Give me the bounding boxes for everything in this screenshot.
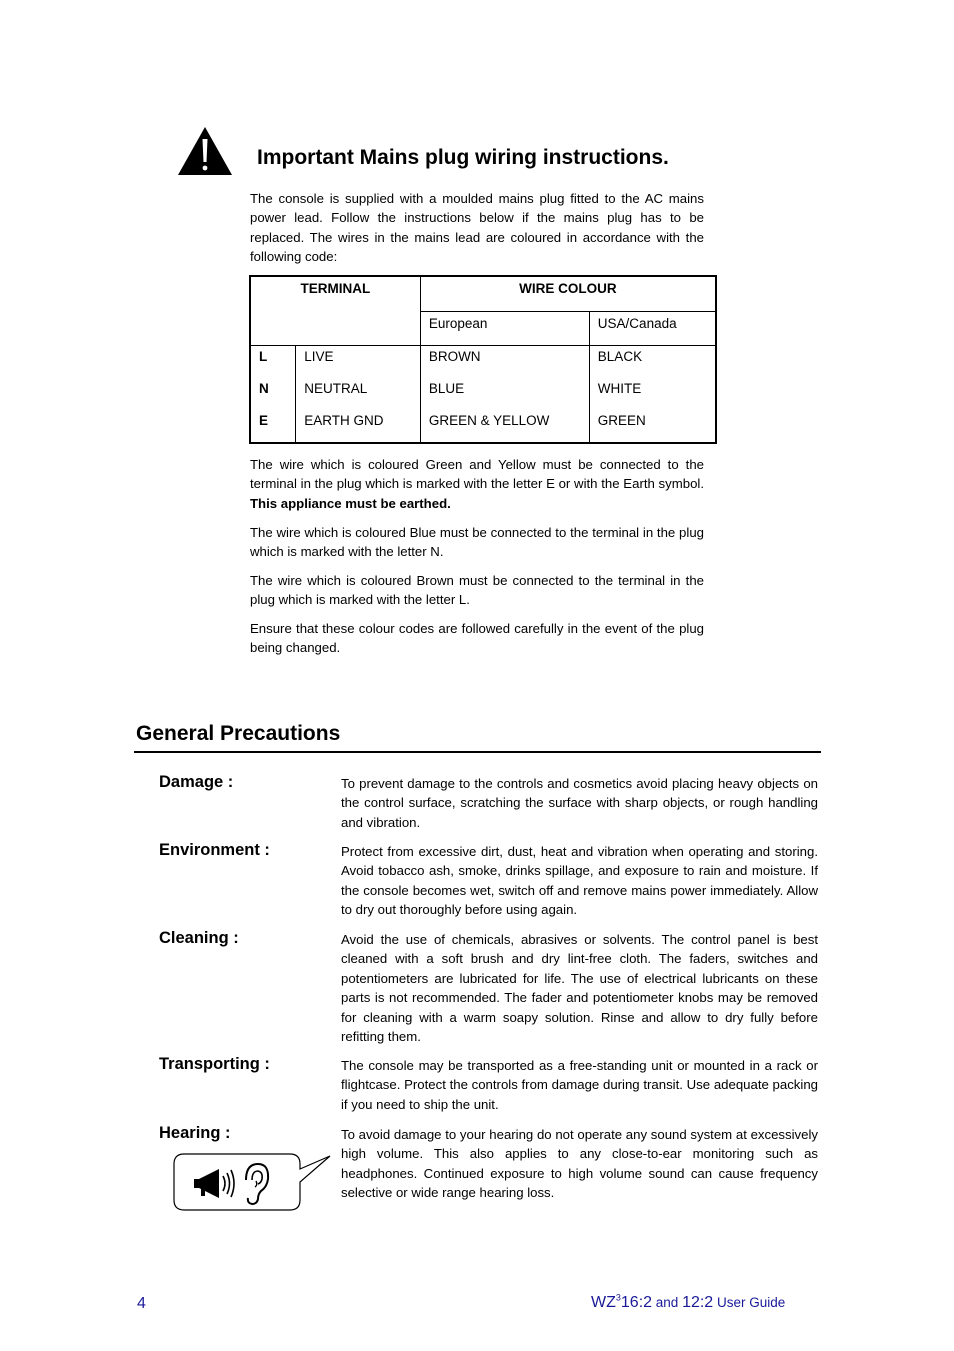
precaution-label-cleaning: Cleaning : (159, 929, 239, 947)
usa-colour: BLACK (589, 346, 716, 379)
usa-colour: WHITE (589, 378, 716, 410)
european-colour: GREEN & YELLOW (420, 410, 589, 443)
terminal-name: NEUTRAL (296, 378, 421, 410)
european-colour: BLUE (420, 378, 589, 410)
table-row (250, 346, 716, 379)
footer-model2: 12:2 (682, 1294, 714, 1311)
precaution-text-hearing: To avoid damage to your hearing do not operate any sound system at excessively high volume. This also applies to any close-to-ear monitoring such as headphones. Continued exposure to high volume sound can cause frequency selective or wide range hearing loss. (341, 1127, 818, 1201)
mains-intro-paragraph: The console is supplied with a moulded mains plug fitted to the AC mains power lead. Follow the instructions below if the mains plug has to be replaced. The wires in the mains lead are coloured in accordance with the following code: (250, 191, 704, 265)
precaution-label-environment: Environment : (159, 841, 270, 859)
earth-wire-text: The wire which is coloured Green and Yellow must be connected to the terminal in the plug which is marked with the letter E or with the Earth symbol. (250, 457, 704, 492)
european-colour: BROWN (420, 346, 589, 379)
precaution-text-damage: To prevent damage to the controls and cosmetics avoid placing heavy objects on the control surface, scratching the surface with sharp objects, or rough handling and vibration. (341, 776, 818, 830)
table-header-terminal: TERMINAL (250, 276, 420, 346)
footer-guide-title (591, 1294, 785, 1312)
precaution-text-transporting: The console may be transported as a free-standing unit or mounted in a rack or flightcase. Protect the controls from damage during transit. Use adequate packing if you need to ship the unit. (341, 1058, 818, 1112)
terminal-name: LIVE (296, 346, 421, 379)
brown-wire-paragraph: The wire which is coloured Brown must be connected to the terminal in the plug which is marked with the letter L. (250, 573, 704, 608)
hearing-speech-bubble (170, 1152, 332, 1212)
precaution-label-damage: Damage : (159, 773, 234, 791)
precaution-label-transporting: Transporting : (159, 1055, 270, 1073)
terminal-letter: E (250, 410, 296, 443)
mains-section-title: Important Mains plug wiring instructions. (257, 146, 669, 169)
footer-superscript: 3 (615, 1292, 621, 1303)
table-header-wire-colour: WIRE COLOUR (420, 276, 716, 312)
footer-suffix: User Guide (713, 1295, 786, 1310)
table-row (250, 378, 716, 410)
wiring-colour-table (249, 275, 717, 444)
blue-wire-paragraph: The wire which is coloured Blue must be connected to the terminal in the plug which is marked with the letter N. (250, 525, 704, 560)
table-subheader-usa: USA/Canada (589, 312, 716, 346)
warning-triangle-icon (176, 125, 234, 177)
table-row (250, 410, 716, 443)
precaution-text-environment: Protect from excessive dirt, dust, heat and vibration when operating and storing. Avoid tobacco ash, smoke, drinks spillage, and exposure to rain and moisture. If the console becomes wet, switch off and remove mains power immediately. Allow to dry out thoroughly before using again. (341, 844, 818, 918)
usa-colour: GREEN (589, 410, 716, 443)
table-subheader-european: European (420, 312, 589, 346)
terminal-name: EARTH GND (296, 410, 421, 443)
page-number: 4 (137, 1295, 146, 1312)
precaution-label-hearing: Hearing : (159, 1124, 231, 1142)
footer-wz: WZ (591, 1294, 616, 1311)
earth-wire-paragraph (250, 455, 704, 513)
footer-and: and (652, 1295, 683, 1310)
colour-code-paragraph: Ensure that these colour codes are followed carefully in the event of the plug being changed. (250, 621, 704, 656)
footer-model: 16:2 (620, 1294, 653, 1311)
earth-warning-bold: This appliance must be earthed. (250, 495, 451, 511)
precautions-divider (134, 751, 821, 753)
terminal-letter: N (250, 378, 296, 410)
terminal-letter: L (250, 346, 296, 379)
precaution-text-cleaning: Avoid the use of chemicals, abrasives or solvents. The control panel is best cleaned with a soft brush and dry lint-free cloth. The faders, switches and potentiometers are lubricated for life. The use of electrical lubricants on these parts is not recommended. The fader and potentiometer knobs may be removed for cleaning with a warm soapy solution. Rinse and allow to dry fully before refitting them. (341, 932, 818, 1045)
precautions-title: General Precautions (136, 722, 341, 745)
